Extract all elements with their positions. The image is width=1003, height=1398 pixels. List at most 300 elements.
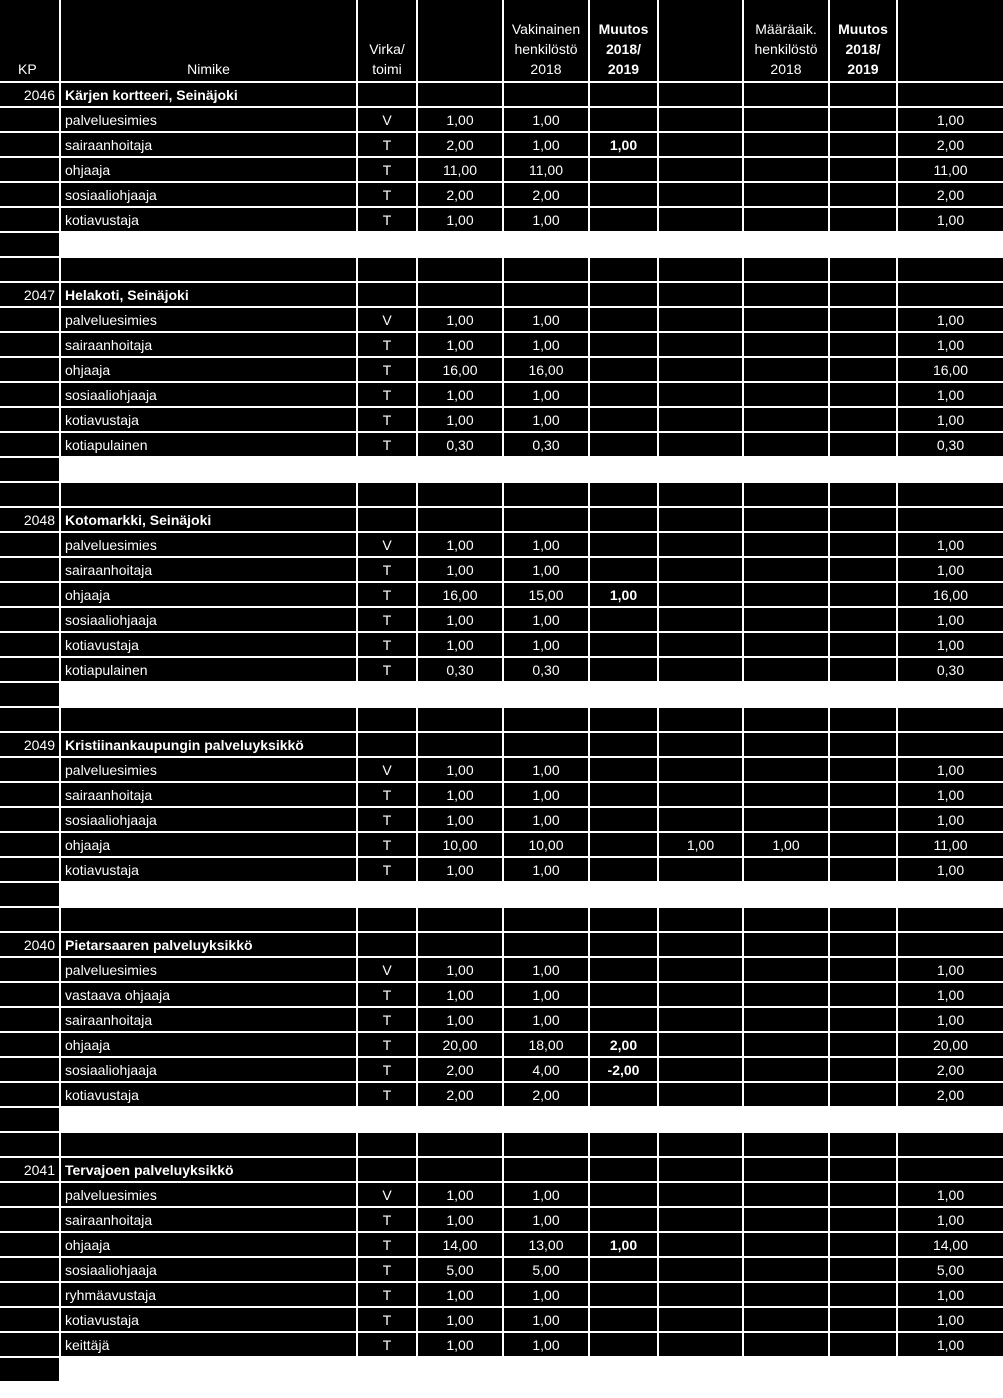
maaraaik-2019-cell	[659, 1183, 744, 1208]
spacer-cell	[0, 683, 61, 708]
vakinainen-cell: 1,00	[504, 783, 590, 808]
title-cell: ohjaaja	[61, 158, 358, 183]
vakinainen-cell: 1,00	[504, 1333, 590, 1358]
virka-cell: T	[358, 383, 418, 408]
title-cell: sairaanhoitaja	[61, 558, 358, 583]
empty-cell	[744, 1158, 830, 1183]
title-cell: ohjaaja	[61, 1033, 358, 1058]
maaraaik-cell	[744, 758, 830, 783]
muutos-2-cell	[830, 408, 898, 433]
kp-cell	[0, 383, 61, 408]
title-cell: kotiavustaja	[61, 633, 358, 658]
empty-cell	[590, 908, 659, 933]
empty-cell	[830, 83, 898, 108]
table-row	[0, 1283, 1003, 1308]
title-cell: sosiaaliohjaaja	[61, 183, 358, 208]
empty-cell	[418, 258, 504, 283]
value-2019-cell: 11,00	[418, 158, 504, 183]
empty-cell	[418, 933, 504, 958]
empty-cell	[358, 908, 418, 933]
total-cell: 1,00	[898, 408, 1003, 433]
total-cell: 1,00	[898, 208, 1003, 233]
total-cell: 2,00	[898, 133, 1003, 158]
virka-cell: V	[358, 1183, 418, 1208]
empty-cell	[358, 83, 418, 108]
value-2019-cell: 1,00	[418, 983, 504, 1008]
vakinainen-cell: 1,00	[504, 408, 590, 433]
maaraaik-2019-cell	[659, 983, 744, 1008]
total-cell: 2,00	[898, 1083, 1003, 1108]
empty-cell	[898, 483, 1003, 508]
value-2019-cell: 1,00	[418, 108, 504, 133]
value-2019-cell: 1,00	[418, 208, 504, 233]
virka-cell: V	[358, 758, 418, 783]
title-cell: kotiapulainen	[61, 433, 358, 458]
vakinainen-cell: 1,00	[504, 758, 590, 783]
vakinainen-cell: 18,00	[504, 1033, 590, 1058]
maaraaik-2019-cell	[659, 1233, 744, 1258]
table-row	[0, 358, 1003, 383]
empty-cell	[898, 508, 1003, 533]
total-cell: 1,00	[898, 383, 1003, 408]
muutos-2-cell	[830, 658, 898, 683]
virka-cell: T	[358, 333, 418, 358]
muutos-cell	[590, 608, 659, 633]
virka-cell: T	[358, 1083, 418, 1108]
maaraaik-cell	[744, 358, 830, 383]
table-row	[0, 308, 1003, 333]
empty-cell	[898, 1158, 1003, 1183]
empty-cell	[590, 483, 659, 508]
empty-cell	[358, 1158, 418, 1183]
muutos-2-cell	[830, 133, 898, 158]
spacer-cell	[61, 233, 1003, 258]
empty-cell	[358, 508, 418, 533]
empty-cell	[830, 508, 898, 533]
virka-cell: T	[358, 858, 418, 883]
blank-row	[0, 258, 1003, 283]
table-row	[0, 208, 1003, 233]
value-2019-cell: 2,00	[418, 183, 504, 208]
vakinainen-cell: 11,00	[504, 158, 590, 183]
maaraaik-cell	[744, 1183, 830, 1208]
header-muutos-2: Muutos 2018/ 2019	[830, 0, 898, 83]
title-cell: sairaanhoitaja	[61, 1008, 358, 1033]
muutos-2-cell	[830, 308, 898, 333]
total-cell: 1,00	[898, 983, 1003, 1008]
empty-cell	[504, 258, 590, 283]
empty-cell	[659, 908, 744, 933]
kp-cell	[0, 558, 61, 583]
total-cell: 1,00	[898, 1283, 1003, 1308]
empty-cell	[830, 708, 898, 733]
virka-cell: T	[358, 183, 418, 208]
muutos-cell	[590, 108, 659, 133]
maaraaik-cell	[744, 1008, 830, 1033]
maaraaik-cell	[744, 558, 830, 583]
muutos-cell: 1,00	[590, 133, 659, 158]
muutos-cell	[590, 1308, 659, 1333]
table-row	[0, 408, 1003, 433]
value-2019-cell: 5,00	[418, 1258, 504, 1283]
empty-cell	[898, 908, 1003, 933]
muutos-2-cell	[830, 208, 898, 233]
empty-cell	[504, 283, 590, 308]
empty-cell	[418, 708, 504, 733]
muutos-cell	[590, 1208, 659, 1233]
virka-cell: T	[358, 208, 418, 233]
value-2019-cell: 1,00	[418, 758, 504, 783]
empty-cell	[898, 933, 1003, 958]
table-row	[0, 1233, 1003, 1258]
muutos-cell	[590, 333, 659, 358]
maaraaik-2019-cell	[659, 208, 744, 233]
table-row	[0, 433, 1003, 458]
muutos-2-cell	[830, 333, 898, 358]
empty-cell	[659, 1133, 744, 1158]
value-2019-cell: 1,00	[418, 408, 504, 433]
maaraaik-cell	[744, 583, 830, 608]
kp-cell	[0, 183, 61, 208]
vakinainen-cell: 1,00	[504, 958, 590, 983]
maaraaik-2019-cell	[659, 308, 744, 333]
maaraaik-cell	[744, 858, 830, 883]
empty-cell	[418, 83, 504, 108]
maaraaik-2019-cell	[659, 1083, 744, 1108]
muutos-2-cell	[830, 1033, 898, 1058]
empty-cell	[744, 258, 830, 283]
empty-cell	[744, 733, 830, 758]
virka-cell: V	[358, 308, 418, 333]
vakinainen-cell: 1,00	[504, 208, 590, 233]
section-header-row	[0, 83, 1003, 108]
empty-cell	[358, 733, 418, 758]
muutos-2-cell	[830, 1283, 898, 1308]
maaraaik-cell	[744, 333, 830, 358]
muutos-cell	[590, 1008, 659, 1033]
maaraaik-cell	[744, 1208, 830, 1233]
virka-cell: T	[358, 1308, 418, 1333]
empty-cell	[830, 1158, 898, 1183]
section-header-row	[0, 933, 1003, 958]
value-2019-cell: 1,00	[418, 533, 504, 558]
maaraaik-cell	[744, 308, 830, 333]
muutos-cell: 1,00	[590, 583, 659, 608]
table-row	[0, 1308, 1003, 1333]
value-2019-cell: 1,00	[418, 308, 504, 333]
muutos-2-cell	[830, 1008, 898, 1033]
virka-cell: T	[358, 133, 418, 158]
muutos-cell	[590, 158, 659, 183]
muutos-2-cell	[830, 358, 898, 383]
total-cell: 2,00	[898, 183, 1003, 208]
virka-cell: T	[358, 1333, 418, 1358]
muutos-cell	[590, 408, 659, 433]
title-cell: ohjaaja	[61, 358, 358, 383]
table-row	[0, 608, 1003, 633]
maaraaik-2019-cell	[659, 1208, 744, 1233]
vakinainen-cell: 1,00	[504, 333, 590, 358]
table-row	[0, 383, 1003, 408]
empty-cell	[898, 1133, 1003, 1158]
total-cell: 20,00	[898, 1033, 1003, 1058]
vakinainen-cell: 1,00	[504, 858, 590, 883]
table-row	[0, 958, 1003, 983]
maaraaik-cell	[744, 783, 830, 808]
title-cell: ohjaaja	[61, 1233, 358, 1258]
table-row	[0, 1033, 1003, 1058]
blank-row	[0, 483, 1003, 508]
maaraaik-2019-cell	[659, 158, 744, 183]
section-header-row	[0, 508, 1003, 533]
title-cell: palveluesimies	[61, 1183, 358, 1208]
kp-cell	[0, 958, 61, 983]
kp-cell	[0, 308, 61, 333]
empty-cell	[0, 483, 61, 508]
kp-cell	[0, 833, 61, 858]
value-2019-cell: 16,00	[418, 583, 504, 608]
virka-cell: T	[358, 1033, 418, 1058]
kp-cell	[0, 583, 61, 608]
kp-cell	[0, 1208, 61, 1233]
table-row	[0, 158, 1003, 183]
value-2019-cell: 1,00	[418, 858, 504, 883]
header-maaraaik: Määräaik. henkilöstö 2018	[744, 0, 830, 83]
empty-cell	[504, 708, 590, 733]
vakinainen-cell: 1,00	[504, 558, 590, 583]
value-2019-cell: 1,00	[418, 1208, 504, 1233]
muutos-cell	[590, 533, 659, 558]
vakinainen-cell: 4,00	[504, 1058, 590, 1083]
maaraaik-2019-cell	[659, 1283, 744, 1308]
empty-cell	[590, 258, 659, 283]
muutos-cell	[590, 833, 659, 858]
muutos-2-cell	[830, 558, 898, 583]
total-cell: 1,00	[898, 1208, 1003, 1233]
section-kp: 2049	[0, 733, 61, 758]
empty-cell	[830, 1133, 898, 1158]
vakinainen-cell: 1,00	[504, 808, 590, 833]
vakinainen-cell: 16,00	[504, 358, 590, 383]
table-row	[0, 783, 1003, 808]
virka-cell: T	[358, 1283, 418, 1308]
header-kp: KP	[0, 0, 61, 83]
muutos-2-cell	[830, 808, 898, 833]
table-row	[0, 1208, 1003, 1233]
kp-cell	[0, 108, 61, 133]
muutos-2-cell	[830, 983, 898, 1008]
total-cell: 1,00	[898, 633, 1003, 658]
value-2019-cell: 20,00	[418, 1033, 504, 1058]
maaraaik-cell	[744, 608, 830, 633]
empty-cell	[590, 83, 659, 108]
kp-cell	[0, 533, 61, 558]
title-cell: palveluesimies	[61, 108, 358, 133]
total-cell: 1,00	[898, 858, 1003, 883]
value-2019-cell: 1,00	[418, 958, 504, 983]
empty-cell	[744, 508, 830, 533]
empty-cell	[504, 508, 590, 533]
total-cell: 16,00	[898, 583, 1003, 608]
virka-cell: V	[358, 108, 418, 133]
maaraaik-2019-cell	[659, 608, 744, 633]
empty-cell	[590, 708, 659, 733]
table-row	[0, 1083, 1003, 1108]
kp-cell	[0, 133, 61, 158]
virka-cell: T	[358, 1233, 418, 1258]
kp-cell	[0, 608, 61, 633]
value-2019-cell: 1,00	[418, 808, 504, 833]
kp-cell	[0, 1183, 61, 1208]
muutos-cell: 2,00	[590, 1033, 659, 1058]
muutos-cell	[590, 658, 659, 683]
spacer-cell	[0, 1358, 61, 1383]
empty-cell	[898, 258, 1003, 283]
kp-cell	[0, 1258, 61, 1283]
kp-cell	[0, 408, 61, 433]
table-row	[0, 658, 1003, 683]
empty-cell	[659, 733, 744, 758]
total-cell: 1,00	[898, 808, 1003, 833]
spacer-row	[0, 458, 1003, 483]
virka-cell: T	[358, 808, 418, 833]
empty-cell	[61, 708, 358, 733]
muutos-2-cell	[830, 1308, 898, 1333]
muutos-2-cell	[830, 758, 898, 783]
empty-cell	[418, 1133, 504, 1158]
section-header-row	[0, 283, 1003, 308]
muutos-cell	[590, 308, 659, 333]
maaraaik-cell	[744, 1233, 830, 1258]
muutos-2-cell	[830, 858, 898, 883]
spacer-cell	[61, 1358, 1003, 1383]
muutos-cell	[590, 1258, 659, 1283]
vakinainen-cell: 1,00	[504, 633, 590, 658]
spacer-cell	[0, 233, 61, 258]
value-2019-cell: 0,30	[418, 433, 504, 458]
value-2019-cell: 1,00	[418, 1183, 504, 1208]
total-cell: 1,00	[898, 608, 1003, 633]
section-kp: 2041	[0, 1158, 61, 1183]
table-row	[0, 983, 1003, 1008]
maaraaik-cell	[744, 108, 830, 133]
vakinainen-cell: 1,00	[504, 308, 590, 333]
total-cell: 5,00	[898, 1258, 1003, 1283]
table-row	[0, 633, 1003, 658]
vakinainen-cell: 1,00	[504, 608, 590, 633]
table-row	[0, 558, 1003, 583]
kp-cell	[0, 983, 61, 1008]
header-muutos: Muutos 2018/ 2019	[590, 0, 659, 83]
virka-cell: T	[358, 633, 418, 658]
vakinainen-cell: 1,00	[504, 1308, 590, 1333]
table-row	[0, 808, 1003, 833]
maaraaik-2019-cell	[659, 658, 744, 683]
table-row	[0, 108, 1003, 133]
total-cell: 0,30	[898, 658, 1003, 683]
value-2019-cell: 1,00	[418, 783, 504, 808]
title-cell: sosiaaliohjaaja	[61, 383, 358, 408]
maaraaik-2019-cell: 1,00	[659, 833, 744, 858]
muutos-2-cell	[830, 1208, 898, 1233]
muutos-2-cell	[830, 183, 898, 208]
maaraaik-cell	[744, 958, 830, 983]
kp-cell	[0, 1058, 61, 1083]
kp-cell	[0, 1308, 61, 1333]
empty-cell	[830, 933, 898, 958]
maaraaik-cell	[744, 183, 830, 208]
empty-cell	[504, 908, 590, 933]
muutos-cell	[590, 208, 659, 233]
muutos-2-cell	[830, 583, 898, 608]
muutos-2-cell	[830, 608, 898, 633]
kp-cell	[0, 1008, 61, 1033]
spacer-cell	[61, 883, 1003, 908]
header-blank-2	[659, 0, 744, 83]
maaraaik-cell	[744, 408, 830, 433]
total-cell: 1,00	[898, 108, 1003, 133]
spacer-cell	[61, 458, 1003, 483]
muutos-cell	[590, 1283, 659, 1308]
empty-cell	[504, 733, 590, 758]
virka-cell: T	[358, 158, 418, 183]
title-cell: kotiavustaja	[61, 408, 358, 433]
maaraaik-cell	[744, 433, 830, 458]
muutos-cell	[590, 633, 659, 658]
muutos-2-cell	[830, 533, 898, 558]
total-cell: 11,00	[898, 833, 1003, 858]
vakinainen-cell: 1,00	[504, 383, 590, 408]
value-2019-cell: 1,00	[418, 633, 504, 658]
maaraaik-2019-cell	[659, 383, 744, 408]
maaraaik-2019-cell	[659, 1258, 744, 1283]
empty-cell	[659, 83, 744, 108]
value-2019-cell: 1,00	[418, 558, 504, 583]
virka-cell: T	[358, 783, 418, 808]
empty-cell	[418, 908, 504, 933]
kp-cell	[0, 758, 61, 783]
header-blank-3	[898, 0, 1003, 83]
virka-cell: T	[358, 358, 418, 383]
empty-cell	[659, 708, 744, 733]
table-row	[0, 833, 1003, 858]
total-cell: 1,00	[898, 333, 1003, 358]
value-2019-cell: 16,00	[418, 358, 504, 383]
empty-cell	[418, 483, 504, 508]
maaraaik-2019-cell	[659, 633, 744, 658]
muutos-cell	[590, 183, 659, 208]
maaraaik-cell	[744, 1283, 830, 1308]
table-row	[0, 1258, 1003, 1283]
header-virka: Virka/ toimi	[358, 0, 418, 83]
empty-cell	[504, 1133, 590, 1158]
title-cell: palveluesimies	[61, 533, 358, 558]
empty-cell	[418, 733, 504, 758]
header-nimike: Nimike	[61, 0, 358, 83]
kp-cell	[0, 433, 61, 458]
table-row	[0, 1183, 1003, 1208]
empty-cell	[358, 1133, 418, 1158]
total-cell: 1,00	[898, 533, 1003, 558]
spacer-row	[0, 683, 1003, 708]
vakinainen-cell: 0,30	[504, 658, 590, 683]
section-name: Tervajoen palveluyksikkö	[61, 1158, 358, 1183]
title-cell: sairaanhoitaja	[61, 1208, 358, 1233]
muutos-cell: 1,00	[590, 1233, 659, 1258]
kp-cell	[0, 358, 61, 383]
kp-cell	[0, 208, 61, 233]
title-cell: kotiavustaja	[61, 208, 358, 233]
